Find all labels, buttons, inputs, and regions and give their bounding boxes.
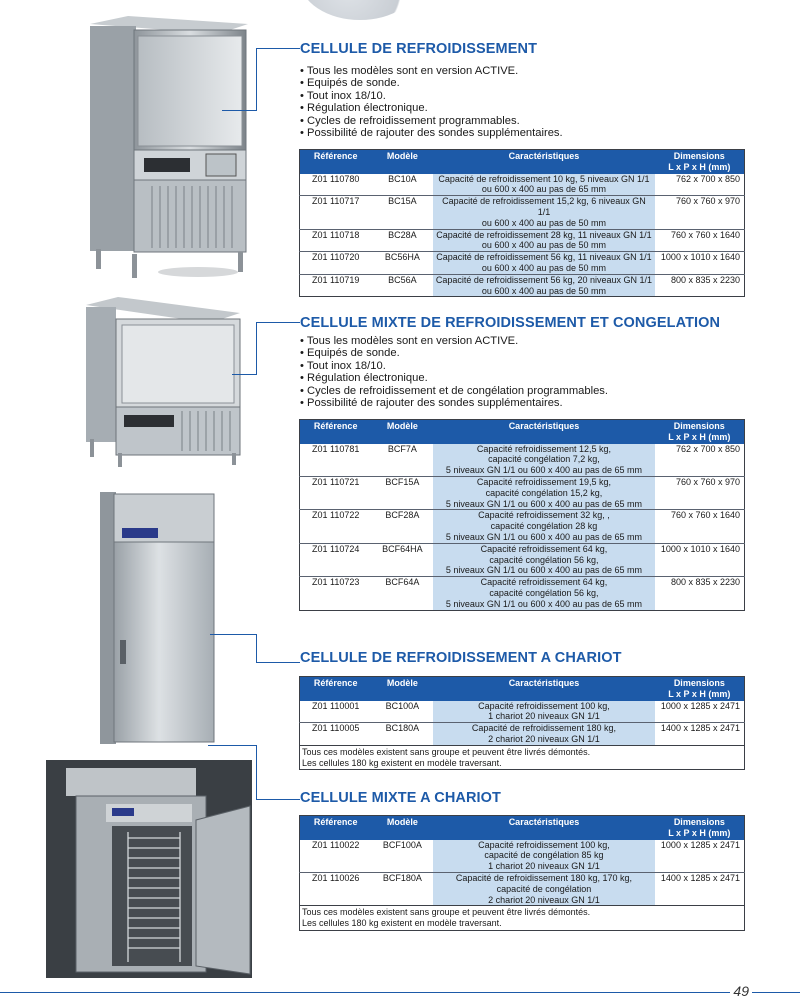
table-header-row [300, 677, 745, 701]
col-header-features: Caractéristiques [433, 816, 654, 840]
trolley-cell-image [46, 760, 252, 978]
dims-cell: 1400 x 1285 x 2471 [655, 872, 745, 905]
ref-cell: Z01 110721 [300, 476, 372, 509]
connector-line [210, 634, 256, 635]
features-cell: Capacité de refroidissement 56 kg, 20 niveaux GN 1/1 ou 600 x 400 au pas de 50 mm [433, 274, 654, 297]
section-title: CELLULE DE REFROIDISSEMENT [300, 41, 538, 57]
feature-item: • Tout inox 18/10. [300, 360, 608, 372]
feature-item: • Possibilité de rajouter des sondes supplémentaires. [300, 127, 563, 139]
model-cell: BC15A [371, 196, 433, 229]
blast-chiller-image [88, 14, 256, 284]
decorative-swoosh [300, 0, 420, 20]
table-row [300, 872, 745, 905]
model-cell: BCF28A [371, 510, 433, 543]
footer-rule [0, 992, 800, 993]
page-number: 49 [730, 983, 752, 999]
col-header-dims: Dimensions L x P x H (mm) [655, 420, 745, 444]
model-cell: BCF7A [371, 444, 433, 477]
features-cell: Capacité de refroidissement 180 kg, 170 kg, capacité de congélation 2 chariot 20 niveaux GN 1/1 [433, 872, 654, 905]
feature-item: • Tous les modèles sont en version ACTIVE. [300, 335, 608, 347]
features-cell: Capacité refroidissement 19,5 kg, capacité congélation 15,2 kg, 5 niveaux GN 1/1 ou 600 x 400 au pas de 65 mm [433, 476, 654, 509]
model-cell: BC56A [371, 274, 433, 297]
feature-item: • Equipés de sonde. [300, 77, 563, 89]
model-cell: BC56HA [371, 252, 433, 275]
col-header-ref: Référence [300, 677, 372, 701]
ref-cell: Z01 110026 [300, 872, 372, 905]
table-note: Tous ces modèles existent sans groupe et peuvent être livrés démontés. Les cellules 180 kg existent en modèle traversant. [300, 906, 745, 931]
table-note-row [300, 745, 745, 770]
connector-line [256, 799, 300, 800]
feature-list [300, 335, 608, 409]
spec-table [299, 815, 745, 931]
ref-cell: Z01 110781 [300, 444, 372, 477]
features-cell: Capacité refroidissement 64 kg, capacité congélation 56 kg, 5 niveaux GN 1/1 ou 600 x 400 au pas de 65 mm [433, 543, 654, 576]
col-header-dims: Dimensions L x P x H (mm) [655, 150, 745, 174]
spec-table [299, 419, 745, 611]
ref-cell: Z01 110722 [300, 510, 372, 543]
dims-cell: 1000 x 1010 x 1640 [655, 252, 745, 275]
connector-line [256, 48, 257, 110]
dims-cell: 800 x 835 x 2230 [655, 274, 745, 297]
model-cell: BCF64A [371, 577, 433, 610]
col-header-model: Modèle [371, 677, 433, 701]
table-row [300, 196, 745, 229]
col-header-features: Caractéristiques [433, 677, 654, 701]
table-row [300, 444, 745, 477]
table-row [300, 701, 745, 723]
col-header-model: Modèle [371, 150, 433, 174]
connector-line [232, 374, 257, 375]
dims-cell: 1000 x 1010 x 1640 [655, 543, 745, 576]
ref-cell: Z01 110723 [300, 577, 372, 610]
connector-line [222, 110, 257, 111]
feature-item: • Régulation électronique. [300, 372, 608, 384]
model-cell: BC100A [371, 701, 433, 723]
table-note: Tous ces modèles existent sans groupe et peuvent être livrés démontés. Les cellules 180 kg existent en modèle traversant. [300, 745, 745, 770]
table-row [300, 476, 745, 509]
feature-item: • Régulation électronique. [300, 102, 563, 114]
dims-cell: 1400 x 1285 x 2471 [655, 723, 745, 746]
ref-cell: Z01 110720 [300, 252, 372, 275]
model-cell: BC10A [371, 174, 433, 196]
features-cell: Capacité de refroidissement 180 kg, 2 chariot 20 niveaux GN 1/1 [433, 723, 654, 746]
dims-cell: 1000 x 1285 x 2471 [655, 701, 745, 723]
table-row [300, 577, 745, 610]
model-cell: BC28A [371, 229, 433, 252]
connector-line [208, 745, 256, 746]
col-header-model: Modèle [371, 816, 433, 840]
features-cell: Capacité refroidissement 12,5 kg, capacité congélation 7,2 kg, 5 niveaux GN 1/1 ou 600 x 400 au pas de 65 mm [433, 444, 654, 477]
dims-cell: 760 x 760 x 1640 [655, 510, 745, 543]
feature-list [300, 65, 563, 139]
model-cell: BC180A [371, 723, 433, 746]
ref-cell: Z01 110001 [300, 701, 372, 723]
mixed-cell-image [82, 297, 242, 467]
ref-cell: Z01 110022 [300, 840, 372, 873]
features-cell: Capacité de refroidissement 10 kg, 5 niveaux GN 1/1 ou 600 x 400 au pas de 65 mm [433, 174, 654, 196]
table-row [300, 840, 745, 873]
table-row [300, 174, 745, 196]
features-cell: Capacité refroidissement 32 kg, , capacité congélation 28 kg 5 niveaux GN 1/1 ou 600 x 400 au pas de 65 mm [433, 510, 654, 543]
features-cell: Capacité refroidissement 100 kg, capacité de congélation 85 kg 1 chariot 20 niveaux GN 1/1 [433, 840, 654, 873]
dims-cell: 760 x 760 x 970 [655, 476, 745, 509]
section-title: CELLULE DE REFROIDISSEMENT A CHARIOT [300, 650, 622, 666]
section-title: CELLULE MIXTE DE REFROIDISSEMENT ET CONGELATION [300, 315, 721, 331]
features-cell: Capacité de refroidissement 56 kg, 11 niveaux GN 1/1 ou 600 x 400 au pas de 50 mm [433, 252, 654, 275]
feature-item: • Tout inox 18/10. [300, 90, 563, 102]
table-row [300, 723, 745, 746]
col-header-ref: Référence [300, 816, 372, 840]
ref-cell: Z01 110719 [300, 274, 372, 297]
spec-table [299, 149, 745, 297]
model-cell: BCF64HA [371, 543, 433, 576]
col-header-ref: Référence [300, 150, 372, 174]
roll-in-cabinet-image [100, 492, 218, 744]
section-title: CELLULE MIXTE A CHARIOT [300, 790, 501, 806]
dims-cell: 760 x 760 x 1640 [655, 229, 745, 252]
connector-line [256, 322, 257, 374]
dims-cell: 1000 x 1285 x 2471 [655, 840, 745, 873]
connector-line [256, 634, 257, 662]
col-header-features: Caractéristiques [433, 150, 654, 174]
table-note-row [300, 906, 745, 931]
features-cell: Capacité refroidissement 100 kg, 1 chariot 20 niveaux GN 1/1 [433, 701, 654, 723]
ref-cell: Z01 110780 [300, 174, 372, 196]
model-cell: BCF100A [371, 840, 433, 873]
table-row [300, 229, 745, 252]
table-row [300, 274, 745, 297]
connector-line [256, 745, 257, 799]
col-header-ref: Référence [300, 420, 372, 444]
feature-item: • Cycles de refroidissement et de congélation programmables. [300, 385, 608, 397]
dims-cell: 800 x 835 x 2230 [655, 577, 745, 610]
model-cell: BCF180A [371, 872, 433, 905]
feature-item: • Tous les modèles sont en version ACTIVE. [300, 65, 563, 77]
table-header-row [300, 150, 745, 174]
table-header-row [300, 420, 745, 444]
features-cell: Capacité refroidissement 64 kg, capacité congélation 56 kg, 5 niveaux GN 1/1 ou 600 x 400 au pas de 65 mm [433, 577, 654, 610]
dims-cell: 760 x 760 x 970 [655, 196, 745, 229]
col-header-dims: Dimensions L x P x H (mm) [655, 816, 745, 840]
feature-item: • Cycles de refroidissement programmables. [300, 115, 563, 127]
col-header-dims: Dimensions L x P x H (mm) [655, 677, 745, 701]
table-header-row [300, 816, 745, 840]
table-row [300, 252, 745, 275]
feature-item: • Equipés de sonde. [300, 347, 608, 359]
ref-cell: Z01 110005 [300, 723, 372, 746]
features-cell: Capacité de refroidissement 15,2 kg, 6 niveaux GN 1/1 ou 600 x 400 au pas de 50 mm [433, 196, 654, 229]
feature-item: • Possibilité de rajouter des sondes supplémentaires. [300, 397, 608, 409]
ref-cell: Z01 110724 [300, 543, 372, 576]
col-header-model: Modèle [371, 420, 433, 444]
ref-cell: Z01 110717 [300, 196, 372, 229]
table-row [300, 510, 745, 543]
connector-line [256, 322, 300, 323]
features-cell: Capacité de refroidissement 28 kg, 11 niveaux GN 1/1 ou 600 x 400 au pas de 50 mm [433, 229, 654, 252]
dims-cell: 762 x 700 x 850 [655, 174, 745, 196]
connector-line [256, 662, 300, 663]
dims-cell: 762 x 700 x 850 [655, 444, 745, 477]
ref-cell: Z01 110718 [300, 229, 372, 252]
model-cell: BCF15A [371, 476, 433, 509]
spec-table [299, 676, 745, 770]
connector-line [256, 48, 300, 49]
table-row [300, 543, 745, 576]
col-header-features: Caractéristiques [433, 420, 654, 444]
